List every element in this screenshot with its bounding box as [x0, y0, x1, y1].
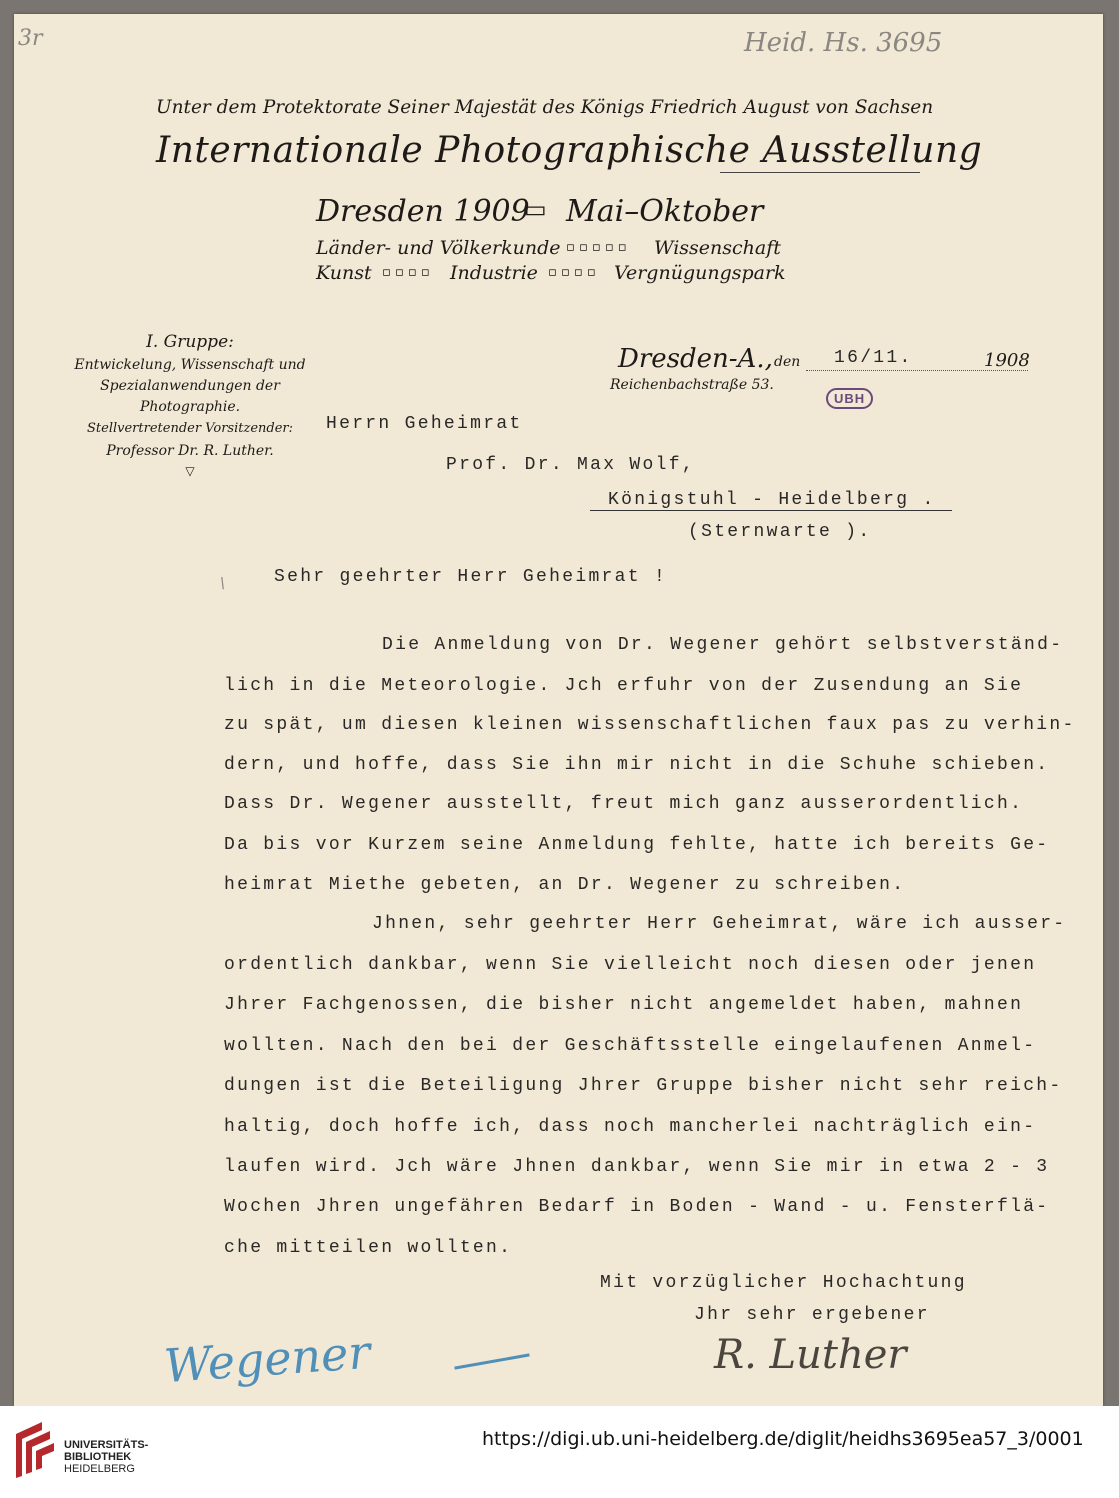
letterhead-separator: ▫ ▫ ▫ ▫: [548, 265, 596, 280]
letterhead-square: ▭: [524, 195, 547, 223]
group-heading: I. Gruppe:: [146, 332, 234, 352]
logo-line: HEIDELBERG: [64, 1463, 135, 1475]
letter-sheet: [14, 14, 1103, 1406]
signature: R. Luther: [714, 1332, 907, 1378]
pencil-mark: \: [220, 574, 226, 592]
logo-line: BIBLIOTHEK: [64, 1451, 132, 1463]
title-underline: [720, 172, 920, 173]
letterhead-separator: ▫ ▫ ▫ ▫ ▫: [566, 240, 627, 255]
body-line: haltig, doch hoffe ich, dass noch mancherlei nachträglich ein-: [224, 1117, 1037, 1137]
salutation: Sehr geehrter Herr Geheimrat !: [274, 567, 668, 587]
annotation-stroke: [454, 1353, 529, 1369]
body-line: ordentlich dankbar, wenn Sie vielleicht noch diesen oder jenen: [224, 955, 1037, 975]
group-line: Photographie.: [139, 399, 241, 415]
body-line: zu spät, um diesen kleinen wissenschaftlichen faux pas zu verhin-: [224, 715, 1076, 735]
body-line: Dass Dr. Wegener ausstellt, freut mich ganz ausserordentlich.: [224, 794, 1024, 814]
body-line: Jhrer Fachgenossen, die bisher nicht angemeldet haben, mahnen: [224, 995, 1024, 1015]
letterhead-patronage: Unter dem Protektorate Seiner Majestät des Königs Friedrich August von Sachsen: [156, 97, 934, 118]
letterhead-separator: ▫ ▫ ▫ ▫: [382, 265, 430, 280]
recipient-line: Herrn Geheimrat: [326, 414, 523, 434]
recipient-underline: [590, 510, 952, 511]
group-line: Spezialanwendungen der: [100, 378, 280, 394]
place-den: den: [774, 354, 801, 370]
letterhead-industrie: Industrie: [450, 262, 538, 284]
body-line: Da bis vor Kurzem seine Anmeldung fehlte, hatte ich bereits Ge-: [224, 835, 1050, 855]
recipient-line: (Sternwarte ).: [688, 522, 872, 542]
letterhead-months: Mai–Oktober: [566, 194, 764, 229]
body-line: Wochen Jhren ungefähren Bedarf in Boden - Wand - u. Fensterflä-: [224, 1197, 1050, 1217]
body-line: dungen ist die Beteiligung Jhrer Gruppe bisher nicht sehr reich-: [224, 1076, 1063, 1096]
body-line: che mitteilen wollten.: [224, 1238, 513, 1258]
body-line: Jhnen, sehr geehrter Herr Geheimrat, wäre ich ausser-: [372, 914, 1067, 934]
viewer-footer: [0, 1406, 1119, 1498]
body-line: lich in die Meteorologie. Jch erfuhr von der Zusendung an Sie: [224, 676, 1024, 696]
group-marker: ▽: [185, 464, 195, 478]
letterhead-vergnuegungspark: Vergnügungspark: [614, 262, 786, 284]
group-line: Professor Dr. R. Luther.: [106, 443, 274, 459]
group-line: Stellvertretender Vorsitzender:: [87, 421, 293, 436]
body-line: dern, und hoffe, dass Sie ihn mir nicht in die Schuhe schieben.: [224, 755, 1050, 775]
group-block: [40, 330, 340, 480]
library-stamp: UBH: [826, 388, 873, 409]
recipient-line: Prof. Dr. Max Wolf,: [446, 455, 695, 475]
body-line: wollten. Nach den bei der Geschäftsstelle eingelaufenen Anmel-: [224, 1036, 1037, 1056]
group-line: Entwickelung, Wissenschaft und: [74, 357, 306, 373]
recipient-line: Königstuhl - Heidelberg .: [608, 490, 936, 510]
pencil-folio-number: 3r: [18, 26, 43, 51]
place-date: 16/11.: [834, 348, 913, 368]
pencil-shelfmark: Heid. Hs. 3695: [744, 28, 943, 58]
letterhead-line1-left: Länder- und Völkerkunde: [316, 237, 561, 259]
library-logo-text: [64, 1439, 148, 1475]
place-city: Dresden-A.,: [618, 344, 773, 374]
letterhead-line1-right: Wissenschaft: [654, 237, 781, 259]
blue-pencil-annotation: Wegener: [162, 1324, 372, 1394]
place-street: Reichenbachstraße 53.: [610, 377, 774, 393]
body-line: Die Anmeldung von Dr. Wegener gehört selbstverständ-: [382, 635, 1064, 655]
letterhead-kunst: Kunst: [316, 262, 372, 284]
letterhead-title: Internationale Photographische Ausstellung: [156, 130, 983, 171]
permalink-url[interactable]: https://digi.ub.uni-heidelberg.de/diglit/heidhs3695ea57_3/0001: [482, 1428, 1084, 1450]
closing-line: Mit vorzüglicher Hochachtung: [600, 1273, 967, 1293]
place-year: 1908: [984, 350, 1030, 371]
body-line: heimrat Miethe gebeten, an Dr. Wegener zu schreiben.: [224, 875, 906, 895]
library-logo-icon: [12, 1420, 56, 1480]
letterhead-city-year: Dresden 1909: [316, 194, 530, 229]
logo-line: UNIVERSITÄTS-: [64, 1439, 149, 1451]
closing-line: Jhr sehr ergebener: [694, 1305, 930, 1325]
body-line: laufen wird. Jch wäre Jhnen dankbar, wenn Sie mir in etwa 2 - 3: [224, 1157, 1050, 1177]
